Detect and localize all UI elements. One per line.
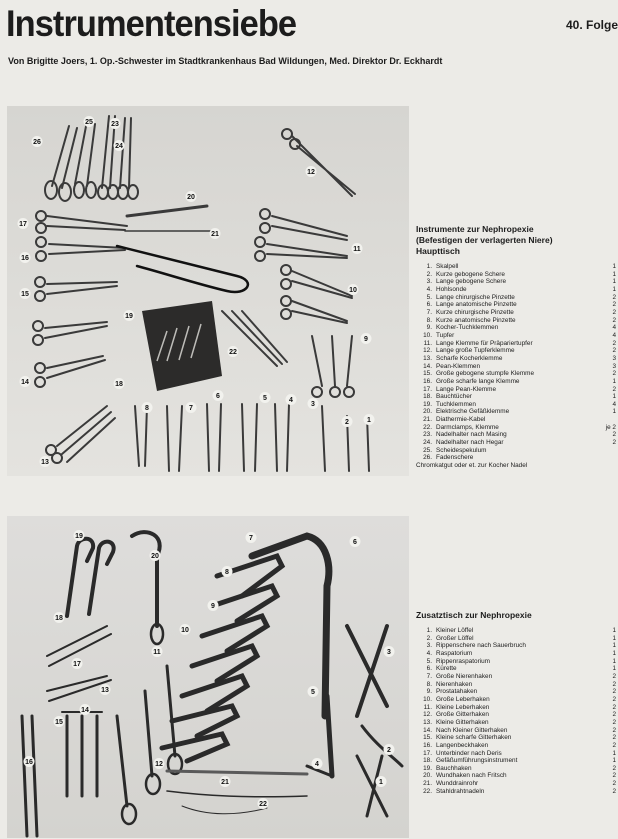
- list-item: [416, 658, 616, 666]
- item-name: Scheidespekulum: [436, 446, 487, 454]
- list-item: [416, 294, 616, 302]
- callout-number: 20: [151, 553, 159, 560]
- item-name: Gefäßumführungsinstrument: [436, 757, 518, 765]
- item-number: 14.: [423, 362, 432, 370]
- item-number: 23.: [423, 431, 432, 439]
- callout-number: 2: [387, 747, 391, 754]
- list-item: [416, 393, 616, 401]
- item-name: Lange anatomische Pinzette: [436, 301, 517, 309]
- callout-number: 5: [311, 689, 315, 696]
- item-number: 25.: [423, 446, 432, 454]
- item-number: 6.: [426, 301, 432, 309]
- list-item: [416, 263, 616, 271]
- item-quantity: 2: [612, 301, 616, 309]
- item-name: Große Nierenhaken: [436, 672, 493, 680]
- callout-number: 21: [221, 779, 229, 786]
- item-number: 8.: [426, 680, 432, 688]
- item-quantity: 1: [612, 665, 616, 673]
- item-quantity: 4: [612, 324, 616, 332]
- item-number: 20.: [423, 772, 432, 780]
- list-item: [416, 286, 616, 294]
- item-number: 11.: [423, 339, 432, 347]
- item-quantity: 2: [612, 726, 616, 734]
- item-quantity: je 2: [605, 423, 616, 431]
- photo-auxiliary-table-illustration: [7, 516, 409, 838]
- callout-number: 26: [33, 139, 41, 146]
- callout-number: 14: [81, 707, 89, 714]
- callout-number: 15: [55, 719, 63, 726]
- item-number: 7.: [426, 308, 432, 316]
- callout-number: 4: [289, 397, 293, 404]
- item-quantity: 2: [612, 764, 616, 772]
- list-item: [416, 750, 616, 758]
- photo-main-table-illustration: [7, 106, 409, 476]
- list-item: [416, 301, 616, 309]
- item-name: Kleine scharfe Gitterhaken: [436, 734, 512, 742]
- item-number: 19.: [423, 400, 432, 408]
- item-number: 5.: [426, 657, 432, 665]
- list-item: [416, 324, 616, 332]
- item-name: Große Leberhaken: [436, 695, 490, 703]
- item-name: Lange Pean-Klemme: [436, 385, 497, 393]
- heading-line: Instrumente zur Nephropexie: [416, 224, 534, 234]
- item-name: Nadelhalter nach Hegar: [436, 439, 504, 447]
- list-item: [416, 765, 616, 773]
- item-quantity: 2: [612, 734, 616, 742]
- item-name: Skalpell: [436, 263, 459, 270]
- item-name: Raspatorium: [436, 649, 473, 657]
- list-item: [416, 704, 616, 712]
- item-number: 4.: [426, 649, 432, 657]
- callout-number: 3: [311, 401, 315, 408]
- item-quantity: 1: [612, 642, 616, 650]
- item-number: 7.: [426, 672, 432, 680]
- item-number: 22.: [423, 423, 432, 431]
- callout-number: 16: [25, 759, 33, 766]
- item-number: 19.: [423, 764, 432, 772]
- item-name: Rippenraspatorium: [436, 657, 490, 665]
- item-number: 17.: [423, 749, 432, 757]
- item-number: 21.: [423, 416, 432, 424]
- list-item: [416, 340, 616, 348]
- callout-number: 11: [153, 649, 161, 656]
- main-table-heading: [416, 224, 616, 257]
- list-item: [416, 416, 616, 424]
- list-item: [416, 711, 616, 719]
- item-number: 9.: [426, 688, 432, 696]
- item-number: 2.: [426, 634, 432, 642]
- list-item: [416, 772, 616, 780]
- item-number: 13.: [423, 354, 432, 362]
- item-quantity: 1: [612, 408, 616, 416]
- callout-number: 9: [211, 603, 215, 610]
- item-name: Kocher-Tuchklemmen: [436, 324, 499, 332]
- callout-number: 6: [216, 393, 220, 400]
- item-name: Tupfer: [436, 331, 455, 339]
- list-item: [416, 627, 616, 635]
- auxiliary-table-list: [416, 610, 616, 795]
- callout-number: 24: [115, 143, 123, 150]
- item-number: 10.: [423, 331, 432, 339]
- callout-number: 8: [225, 569, 229, 576]
- item-quantity: 2: [612, 431, 616, 439]
- list-item: [416, 734, 616, 742]
- callout-number: 13: [41, 459, 49, 466]
- callout-number: 10: [181, 627, 189, 634]
- callout-number: 25: [85, 119, 93, 126]
- item-number: 16.: [423, 741, 432, 749]
- item-number: 1.: [426, 263, 432, 270]
- item-number: 6.: [426, 665, 432, 673]
- item-name: Prostatahaken: [436, 688, 478, 696]
- callout-number: 16: [21, 255, 29, 262]
- item-number: 20.: [423, 408, 432, 416]
- item-quantity: 2: [612, 672, 616, 680]
- list-item: [416, 424, 616, 432]
- item-name: Kürette: [436, 665, 457, 673]
- main-table-items: [416, 263, 616, 462]
- author-byline: Von Brigitte Joers, 1. Op.-Schwester im Stadtkrankenhaus Bad Wildungen, Med. Direktor Dr. Eckhardt: [8, 56, 443, 66]
- callout-number: 12: [155, 761, 163, 768]
- item-quantity: 2: [612, 316, 616, 324]
- list-item: [416, 317, 616, 325]
- item-name: Große scharfe lange Klemme: [436, 377, 520, 385]
- list-item: [416, 681, 616, 689]
- heading-line: Haupttisch: [416, 246, 460, 256]
- callout-number: 1: [379, 779, 383, 786]
- callout-number: 12: [307, 169, 315, 176]
- item-quantity: 2: [612, 680, 616, 688]
- list-item: [416, 370, 616, 378]
- item-number: 15.: [423, 370, 432, 378]
- item-name: Große gebogene stumpfe Klemme: [436, 370, 535, 378]
- list-item: [416, 355, 616, 363]
- item-quantity: 2: [612, 293, 616, 301]
- list-item: [416, 673, 616, 681]
- item-quantity: 1: [612, 377, 616, 385]
- item-name: Rippenschere nach Sauerbruch: [436, 642, 526, 650]
- item-number: 26.: [423, 454, 432, 462]
- list-item: [416, 696, 616, 704]
- item-number: 24.: [423, 439, 432, 447]
- callout-number: 18: [55, 615, 63, 622]
- callout-number: 20: [187, 194, 195, 201]
- callout-number: 22: [259, 801, 267, 808]
- item-name: Wunddrainrohr: [436, 780, 479, 788]
- item-name: Kleine Leberhaken: [436, 703, 490, 711]
- list-item: [416, 757, 616, 765]
- list-item: [416, 278, 616, 286]
- list-item: [416, 665, 616, 673]
- item-name: Kurze chirurgische Pinzette: [436, 308, 514, 316]
- item-number: 9.: [426, 324, 432, 332]
- auxiliary-table-heading: [416, 610, 616, 621]
- item-name: Lange Klemme für Präpariertupfer: [436, 339, 533, 347]
- main-table-list: [416, 224, 616, 470]
- list-item: [416, 447, 616, 455]
- item-name: Scharfe Kocherklemme: [436, 354, 503, 362]
- item-quantity: 2: [612, 772, 616, 780]
- item-quantity: [602, 416, 616, 424]
- list-item: [416, 650, 616, 658]
- list-item: [416, 727, 616, 735]
- item-quantity: 2: [612, 370, 616, 378]
- item-number: 5.: [426, 293, 432, 301]
- item-quantity: 1: [612, 278, 616, 286]
- list-item: [416, 378, 616, 386]
- callout-number: 11: [353, 246, 361, 253]
- callout-number: 1: [367, 417, 371, 424]
- callout-number: 6: [353, 539, 357, 546]
- item-name: Pean-Klemmen: [436, 362, 481, 370]
- item-name: Großer Löffel: [436, 634, 474, 642]
- item-number: 12.: [423, 711, 432, 719]
- list-item: [416, 780, 616, 788]
- item-name: Darmclamps, Klemme: [436, 423, 499, 431]
- item-quantity: 1: [612, 285, 616, 293]
- item-quantity: 2: [612, 439, 616, 447]
- item-quantity: 2: [612, 308, 616, 316]
- item-quantity: 2: [612, 703, 616, 711]
- item-name: Wundhaken nach Fritsch: [436, 772, 507, 780]
- item-quantity: 2: [612, 695, 616, 703]
- callout-number: 18: [115, 381, 123, 388]
- auxiliary-table-items: [416, 627, 616, 795]
- item-quantity: 1: [612, 757, 616, 765]
- list-item: [416, 788, 616, 796]
- heading-line: (Befestigen der verlagerten Niere): [416, 235, 553, 245]
- item-name: Hohlsonde: [436, 285, 467, 293]
- list-item: [416, 431, 616, 439]
- list-item: [416, 309, 616, 317]
- item-number: 8.: [426, 316, 432, 324]
- item-number: 3.: [426, 642, 432, 650]
- callout-number: 22: [229, 349, 237, 356]
- list-item: [416, 271, 616, 279]
- item-name: Stahldrahtnadeln: [436, 787, 485, 795]
- item-quantity: 1: [612, 270, 616, 278]
- item-quantity: 3: [612, 362, 616, 370]
- item-number: 21.: [423, 780, 432, 788]
- item-quantity: 1: [612, 657, 616, 665]
- callout-number: 2: [345, 419, 349, 426]
- item-quantity: 2: [612, 718, 616, 726]
- item-number: 4.: [426, 285, 432, 293]
- callout-number: 19: [75, 533, 83, 540]
- callout-number: 17: [19, 221, 27, 228]
- callout-number: 23: [111, 121, 119, 128]
- list-item: [416, 454, 616, 462]
- callout-number: 10: [349, 287, 357, 294]
- item-number: 10.: [423, 695, 432, 703]
- item-name: Elektrische Gefäßklemme: [436, 408, 510, 416]
- item-name: Kleiner Löffel: [436, 627, 474, 634]
- item-name: Lange chirurgische Pinzette: [436, 293, 515, 301]
- item-quantity: 1: [612, 393, 616, 401]
- item-name: Große Gitterhaken: [436, 711, 489, 719]
- item-quantity: 1: [612, 634, 616, 642]
- item-quantity: 2: [612, 741, 616, 749]
- item-name: Fadenschere: [436, 454, 474, 462]
- item-quantity: 4: [612, 400, 616, 408]
- item-quantity: 4: [612, 331, 616, 339]
- callout-number: 5: [263, 395, 267, 402]
- item-quantity: 1: [612, 649, 616, 657]
- item-name: Kleine Gitterhaken: [436, 718, 489, 726]
- heading-line: Zusatztisch zur Nephropexie: [416, 610, 532, 620]
- page-title: Instrumentensiebe: [6, 3, 297, 44]
- item-quantity: 1: [612, 263, 616, 270]
- item-quantity: 2: [612, 780, 616, 788]
- item-number: 18.: [423, 393, 432, 401]
- item-quantity: [602, 447, 616, 455]
- item-name: Langenbeckhaken: [436, 741, 489, 749]
- item-quantity: 1: [612, 627, 616, 634]
- item-quantity: [602, 454, 616, 462]
- list-item: [416, 386, 616, 394]
- item-name: Tuchklemmen: [436, 400, 476, 408]
- callout-number: 7: [189, 405, 193, 412]
- series-number: 40. Folge: [565, 18, 618, 32]
- photo-main-table: [7, 106, 409, 476]
- list-item: [416, 719, 616, 727]
- item-name: Bauchhaken: [436, 764, 472, 772]
- item-quantity: 2: [612, 339, 616, 347]
- callout-number: 21: [211, 231, 219, 238]
- list-item: [416, 401, 616, 409]
- item-name: Lange große Tupferklemme: [436, 347, 515, 355]
- item-number: 17.: [423, 385, 432, 393]
- item-number: 15.: [423, 734, 432, 742]
- list-item: [416, 408, 616, 416]
- list-item: [416, 332, 616, 340]
- callout-number: 19: [125, 313, 133, 320]
- item-number: 16.: [423, 377, 432, 385]
- item-number: 14.: [423, 726, 432, 734]
- item-name: Nach Kleiner Gitterhaken: [436, 726, 508, 734]
- item-number: 11.: [423, 703, 432, 711]
- item-quantity: 1: [612, 749, 616, 757]
- item-number: 22.: [423, 787, 432, 795]
- list-item: [416, 635, 616, 643]
- item-number: 18.: [423, 757, 432, 765]
- item-name: Bauchtücher: [436, 393, 472, 401]
- list-item: [416, 363, 616, 371]
- item-quantity: 2: [612, 787, 616, 795]
- item-name: Unterbinder nach Deris: [436, 749, 502, 757]
- list-item: [416, 347, 616, 355]
- item-name: Kurze gebogene Schere: [436, 270, 505, 278]
- item-name: Nierenhaken: [436, 680, 473, 688]
- callout-number: 13: [101, 687, 109, 694]
- callout-number: 9: [364, 336, 368, 343]
- item-quantity: 2: [612, 347, 616, 355]
- callout-number: 15: [21, 291, 29, 298]
- main-table-note: Chromkatgut oder et. zur Kocher Nadel: [416, 462, 528, 470]
- callout-number: 7: [249, 535, 253, 542]
- list-item: [416, 439, 616, 447]
- item-name: Kurze anatomische Pinzette: [436, 316, 516, 324]
- callout-number: 4: [315, 761, 319, 768]
- item-number: 12.: [423, 347, 432, 355]
- photo-auxiliary-table: [7, 516, 409, 838]
- item-number: 2.: [426, 270, 432, 278]
- item-name: Diathermie-Kabel: [436, 416, 486, 424]
- item-number: 13.: [423, 718, 432, 726]
- item-name: Lange gebogene Schere: [436, 278, 507, 286]
- list-item: [416, 642, 616, 650]
- item-quantity: 2: [612, 688, 616, 696]
- callout-number: 8: [145, 405, 149, 412]
- callout-number: 17: [73, 661, 81, 668]
- item-name: Nadelhalter nach Masing: [436, 431, 507, 439]
- item-quantity: 2: [612, 385, 616, 393]
- list-item: [416, 688, 616, 696]
- item-quantity: 2: [612, 711, 616, 719]
- callout-number: 3: [387, 649, 391, 656]
- list-item: [416, 742, 616, 750]
- item-quantity: 3: [612, 354, 616, 362]
- item-number: 3.: [426, 278, 432, 286]
- callout-number: 14: [21, 379, 29, 386]
- item-number: 1.: [426, 627, 432, 634]
